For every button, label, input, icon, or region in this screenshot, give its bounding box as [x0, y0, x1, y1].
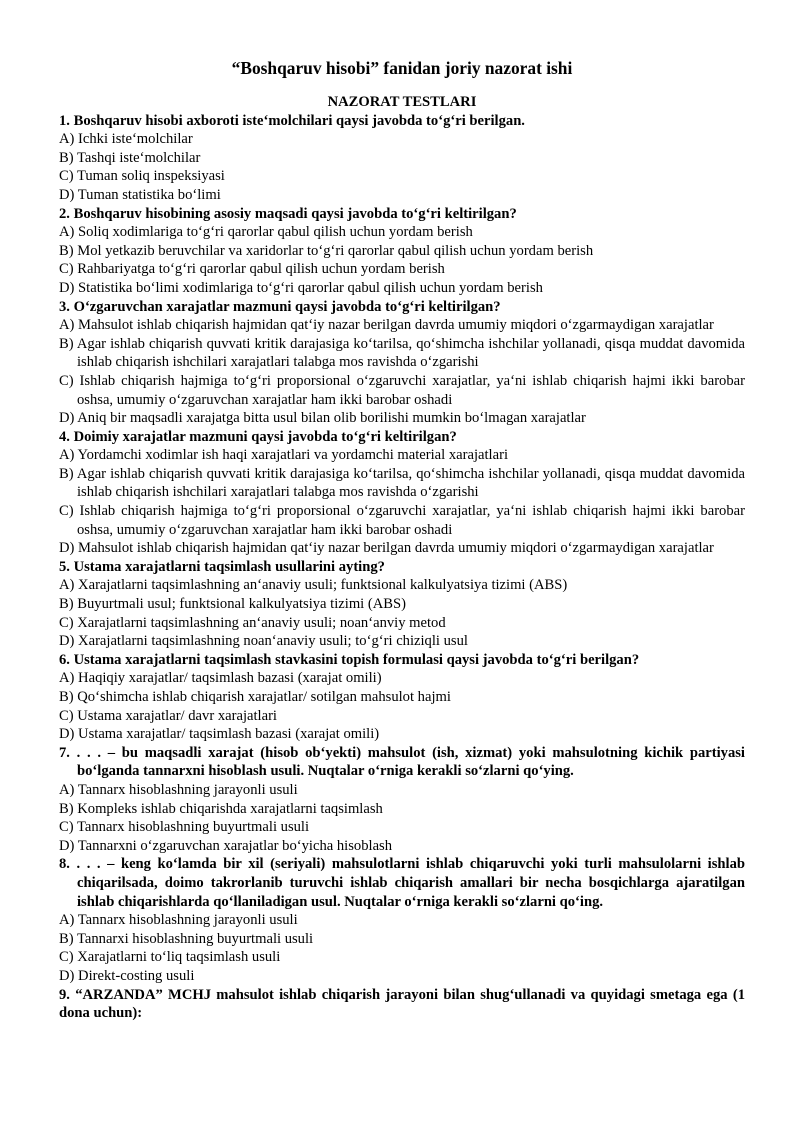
section-title: NAZORAT TESTLARI — [327, 94, 477, 110]
answer-option: C) Tannarx hisoblashning buyurtmali usuli — [59, 819, 310, 836]
document-title: “Boshqaruv hisobi” fanidan joriy nazorat ishi — [231, 58, 573, 78]
answer-option: D) Statistika bo‘limi xodimlariga to‘g‘ri qarorlar qabul qilish uchun yordam berish — [59, 279, 543, 296]
answer-option: A) Ichki iste‘molchilar — [59, 131, 193, 148]
question-block — [59, 558, 745, 651]
question-list — [59, 112, 745, 1023]
question-block — [59, 651, 745, 744]
question-block — [59, 428, 745, 558]
answer-option: C) Ishlab chiqarish hajmiga to‘g‘ri proporsional o‘zgaruvchi xarajatlar, ya‘ni ishlab chiqarish hajmi ikki barobar oshsa, umumiy o‘zgaruvchan xarajatlar ham ikki barobar oshadi — [59, 503, 745, 538]
answer-option: B) Agar ishlab chiqarish quvvati kritik darajasiga ko‘tarilsa, qo‘shimcha ishchilar yollanadi, qisqa muddat davomida ishlab chiqarish ishchilari xarajatlari talabga mos ravishda o‘zgarishi — [59, 465, 745, 501]
answer-option: B) Agar ishlab chiqarish quvvati kritik darajasiga ko‘tarilsa, qo‘shimcha ishchilar yollanadi, qisqa muddat davomida ishlab chiqarish ishchilari xarajatlari talabga mos ravishda o‘zgarishi — [59, 335, 745, 371]
answer-option: B) Mol yetkazib beruvchilar va xaridorlar to‘g‘ri qarorlar qabul qilish uchun yordam berish — [59, 242, 594, 259]
question-text: 9. “ARZANDA” MCHJ mahsulot ishlab chiqarish jarayoni bilan shug‘ullanadi va quyidagi smetaga ega (1 dona uchun): — [59, 986, 745, 1022]
answer-option: C) Xarajatlarni taqsimlashning an‘anaviy usuli; noan‘anviy metod — [59, 614, 446, 631]
answer-option: B) Kompleks ishlab chiqarishda xarajatlarni taqsimlash — [59, 800, 383, 817]
answer-option: B) Buyurtmali usul; funktsional kalkulyatsiya tizimi (ABS) — [59, 596, 406, 613]
answer-option: A) Tannarx hisoblashning jarayonli usuli — [59, 912, 298, 929]
answer-option: A) Mahsulot ishlab chiqarish hajmidan qat‘iy nazar berilgan davrda umumiy miqdori o‘zgarmaydigan xarajatlar — [59, 317, 714, 334]
answer-option: A) Tannarx hisoblashning jarayonli usuli — [59, 781, 298, 798]
question-block — [59, 205, 745, 298]
answer-option: D) Tuman statistika bo‘limi — [59, 186, 221, 203]
question-text: 4. Doimiy xarajatlar mazmuni qaysi javobda to‘g‘ri keltirilgan? — [59, 428, 457, 445]
answer-option: D) Direkt-costing usuli — [59, 967, 195, 984]
question-text: 1. Boshqaruv hisobi axboroti iste‘molchilari qaysi javobda to‘g‘ri berilgan. — [59, 112, 525, 129]
answer-option: A) Soliq xodimlariga to‘g‘ri qarorlar qabul qilish uchun yordam berish — [59, 224, 473, 241]
answer-option: D) Tannarxni o‘zgaruvchan xarajatlar bo‘yicha hisoblash — [59, 837, 393, 854]
question-text: 6. Ustama xarajatlarni taqsimlash stavkasini topish formulasi qaysi javobda to‘g‘ri berilgan? — [59, 651, 640, 668]
answer-option: C) Rahbariyatga to‘g‘ri qarorlar qabul qilish uchun yordam berish — [59, 261, 445, 278]
answer-option: A) Haqiqiy xarajatlar/ taqsimlash bazasi (xarajat omili) — [59, 670, 382, 687]
answer-option: B) Tannarxi hisoblashning buyurtmali usuli — [59, 930, 314, 947]
question-block — [59, 855, 745, 985]
answer-option: D) Mahsulot ishlab chiqarish hajmidan qat‘iy nazar berilgan davrda umumiy miqdori o‘zgarmaydigan xarajatlar — [59, 540, 714, 557]
answer-option: B) Tashqi iste‘molchilar — [59, 149, 201, 166]
answer-option: B) Qo‘shimcha ishlab chiqarish xarajatlar/ sotilgan mahsulot hajmi — [59, 689, 451, 705]
answer-option: D) Xarajatlarni taqsimlashning noan‘anaviy usuli; to‘g‘ri chiziqli usul — [59, 633, 468, 650]
answer-option: D) Ustama xarajatlar/ taqsimlash bazasi (xarajat omili) — [59, 726, 380, 743]
answer-option: A) Yordamchi xodimlar ish haqi xarajatlari va yordamchi material xarajatlari — [59, 447, 509, 464]
question-text: 2. Boshqaruv hisobining asosiy maqsadi qaysi javobda to‘g‘ri keltirilgan? — [59, 205, 517, 222]
question-text: 3. O‘zgaruvchan xarajatlar mazmuni qaysi javobda to‘g‘ri keltirilgan? — [59, 298, 501, 315]
question-text: 8. . . . – keng ko‘lamda bir xil (seriyali) mahsulotlarni ishlab chiqaruvchi yoki turli mahsulolarni ishlab chiqarilsada, doimo takrorlanib turuvchi ishlab chiqarish amallari bir necha bosqichlarga ajaratilgan ishlab chiqarishlarda qo‘llaniladigan usul. Nuqtalar o‘rniga kerakli so‘zlarni qo‘ing. — [59, 856, 745, 910]
question-block — [59, 986, 745, 1023]
answer-option: C) Ustama xarajatlar/ davr xarajatlari — [59, 707, 277, 724]
answer-option: D) Aniq bir maqsadli xarajatga bitta usul bilan olib borilishi mumkin bo‘lmagan xarajatlar — [59, 410, 586, 427]
question-block — [59, 298, 745, 428]
question-text: 5. Ustama xarajatlarni taqsimlash usullarini ayting? — [59, 558, 385, 575]
question-text: 7. . . . – bu maqsadli xarajat (hisob ob‘yekti) mahsulot (ish, xizmat) yoki mahsulotning kichik partiyasi bo‘lganda tannarxni hisoblash usuli. Nuqtalar o‘rniga kerakli so‘zlarni qo‘ying. — [59, 744, 745, 780]
answer-option: A) Xarajatlarni taqsimlashning an‘anaviy usuli; funktsional kalkulyatsiya tizimi (ABS) — [59, 577, 568, 594]
answer-option: C) Ishlab chiqarish hajmiga to‘g‘ri proporsional o‘zgaruvchi xarajatlar, ya‘ni ishlab chiqarish hajmi ikki barobar oshsa, umumiy o‘zgaruvchan xarajatlar ham ikki barobar oshadi — [59, 372, 745, 408]
question-block — [59, 744, 745, 856]
question-block — [59, 112, 745, 205]
answer-option: C) Tuman soliq inspeksiyasi — [59, 168, 225, 185]
answer-option: C) Xarajatlarni to‘liq taqsimlash usuli — [59, 949, 281, 966]
